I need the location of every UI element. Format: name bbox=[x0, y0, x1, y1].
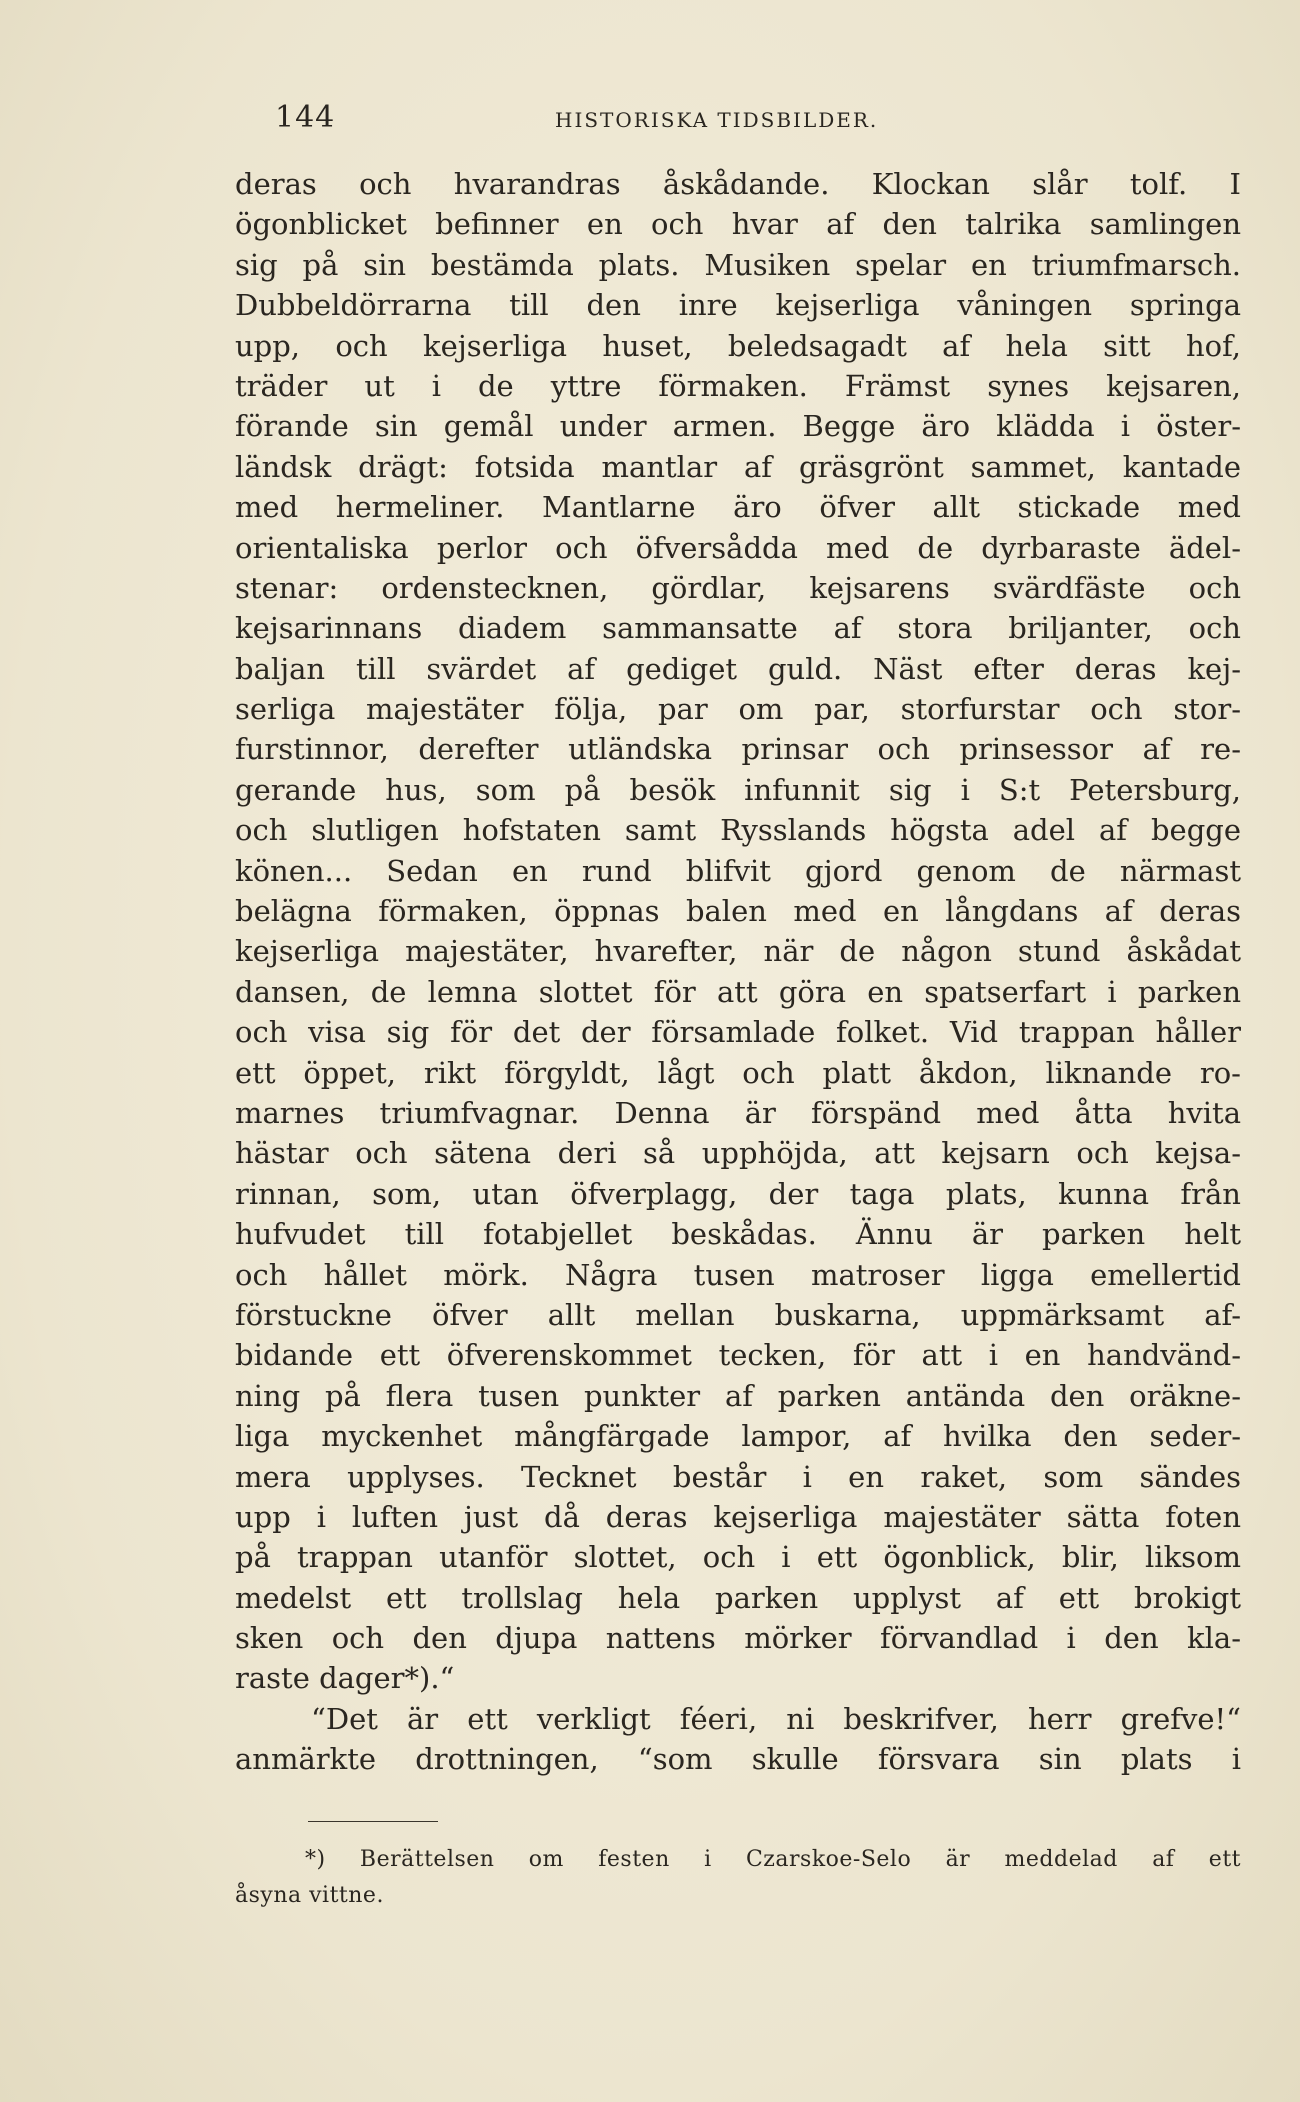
text-line: förande sin gemål under armen. Begge äro klädda i öster- bbox=[235, 409, 1241, 444]
text-line: belägna förmaken, öppnas balen med en långdans af deras bbox=[235, 894, 1241, 929]
text-line: furstinnor, derefter utländska prinsar och prinsessor af re- bbox=[235, 732, 1241, 767]
text-line: medelst ett trollslag hela parken upplyst af ett brokigt bbox=[235, 1580, 1241, 1615]
text-line: ögonblicket befinner en och hvar af den talrika samlingen bbox=[235, 207, 1241, 242]
text-line: ning på flera tusen punkter af parken antända den oräkne- bbox=[235, 1378, 1241, 1413]
text-line: stenar: ordenstecknen, gördlar, kejsarens svärdfäste och bbox=[235, 570, 1241, 605]
text-line: ett öppet, rikt förgyldt, lågt och platt åkdon, liknande ro- bbox=[235, 1055, 1241, 1090]
text-line: dansen, de lemna slottet för att göra en spatserfart i parken bbox=[235, 974, 1241, 1009]
text-line: kejsarinnans diadem sammansatte af stora briljanter, och bbox=[235, 611, 1241, 646]
text-line: på trappan utanför slottet, och i ett ögonblick, blir, liksom bbox=[235, 1540, 1241, 1575]
body-text bbox=[235, 164, 1241, 1780]
text-line: könen... Sedan en rund blifvit gjord genom de närmast bbox=[235, 853, 1241, 888]
text-line: liga myckenhet mångfärgade lampor, af hvilka den seder- bbox=[235, 1419, 1241, 1454]
text-line: orientaliska perlor och öfversådda med de dyrbaraste ädel- bbox=[235, 530, 1241, 565]
text-line: rinnan, som, utan öfverplagg, der taga plats, kunna från bbox=[235, 1176, 1241, 1211]
footnote bbox=[235, 1842, 1241, 1914]
text-line: och hållet mörk. Några tusen matroser ligga emellertid bbox=[235, 1257, 1241, 1292]
footnote-line: åsyna vittne. bbox=[235, 1883, 384, 1908]
text-line: Dubbeldörrarna till den inre kejserliga våningen springa bbox=[235, 288, 1241, 323]
text-line: upp, och kejserliga huset, beledsagadt af hela sitt hof, bbox=[235, 328, 1241, 363]
text-line: sig på sin bestämda plats. Musiken spelar en triumfmarsch. bbox=[235, 247, 1241, 282]
text-line: gerande hus, som på besök infunnit sig i S:t Petersburg, bbox=[235, 772, 1241, 807]
text-line: hästar och sätena deri så upphöjda, att kejsarn och kejsa- bbox=[235, 1136, 1241, 1171]
running-head bbox=[235, 100, 1235, 140]
running-title: HISTORISKA TIDSBILDER. bbox=[555, 108, 879, 132]
page-number: 144 bbox=[275, 100, 336, 135]
text-line: “Det är ett verkligt féeri, ni beskrifver, herr grefve!“ bbox=[311, 1701, 1241, 1736]
text-line: upp i luften just då deras kejserliga majestäter sätta foten bbox=[235, 1499, 1241, 1534]
footnote-line: *) Berättelsen om festen i Czarskoe-Selo är meddelad af ett bbox=[305, 1847, 1241, 1872]
text-line: ländsk drägt: fotsida mantlar af gräsgrönt sammet, kantade bbox=[235, 449, 1241, 484]
text-line: raste dager*).“ bbox=[235, 1661, 455, 1696]
text-line: mera upplyses. Tecknet består i en raket, som sändes bbox=[235, 1459, 1241, 1494]
text-line: och slutligen hofstaten samt Rysslands högsta adel af begge bbox=[235, 813, 1241, 848]
text-line: anmärkte drottningen, “som skulle försvara sin plats i bbox=[235, 1742, 1241, 1777]
text-line: kejserliga majestäter, hvarefter, när de någon stund åskådat bbox=[235, 934, 1241, 969]
text-line: deras och hvarandras åskådande. Klockan slår tolf. I bbox=[235, 167, 1241, 201]
text-line: bidande ett öfverenskommet tecken, för att i en handvänd- bbox=[235, 1338, 1241, 1373]
text-line: och visa sig för det der församlade folket. Vid trappan håller bbox=[235, 1015, 1241, 1050]
text-line: serliga majestäter följa, par om par, storfurstar och stor- bbox=[235, 692, 1241, 727]
footnote-rule bbox=[308, 1821, 438, 1822]
text-line: baljan till svärdet af gediget guld. Näst efter deras kej- bbox=[235, 651, 1241, 686]
text-line: sken och den djupa nattens mörker förvandlad i den kla- bbox=[235, 1621, 1241, 1656]
text-line: förstuckne öfver allt mellan buskarna, uppmärksamt af- bbox=[235, 1297, 1241, 1332]
text-line: hufvudet till fotabjellet beskådas. Ännu är parken helt bbox=[235, 1217, 1241, 1252]
text-line: med hermeliner. Mantlarne äro öfver allt stickade med bbox=[235, 490, 1241, 525]
text-line: marnes triumfvagnar. Denna är förspänd med åtta hvita bbox=[235, 1095, 1241, 1130]
text-line: träder ut i de yttre förmaken. Främst synes kejsaren, bbox=[235, 368, 1241, 403]
